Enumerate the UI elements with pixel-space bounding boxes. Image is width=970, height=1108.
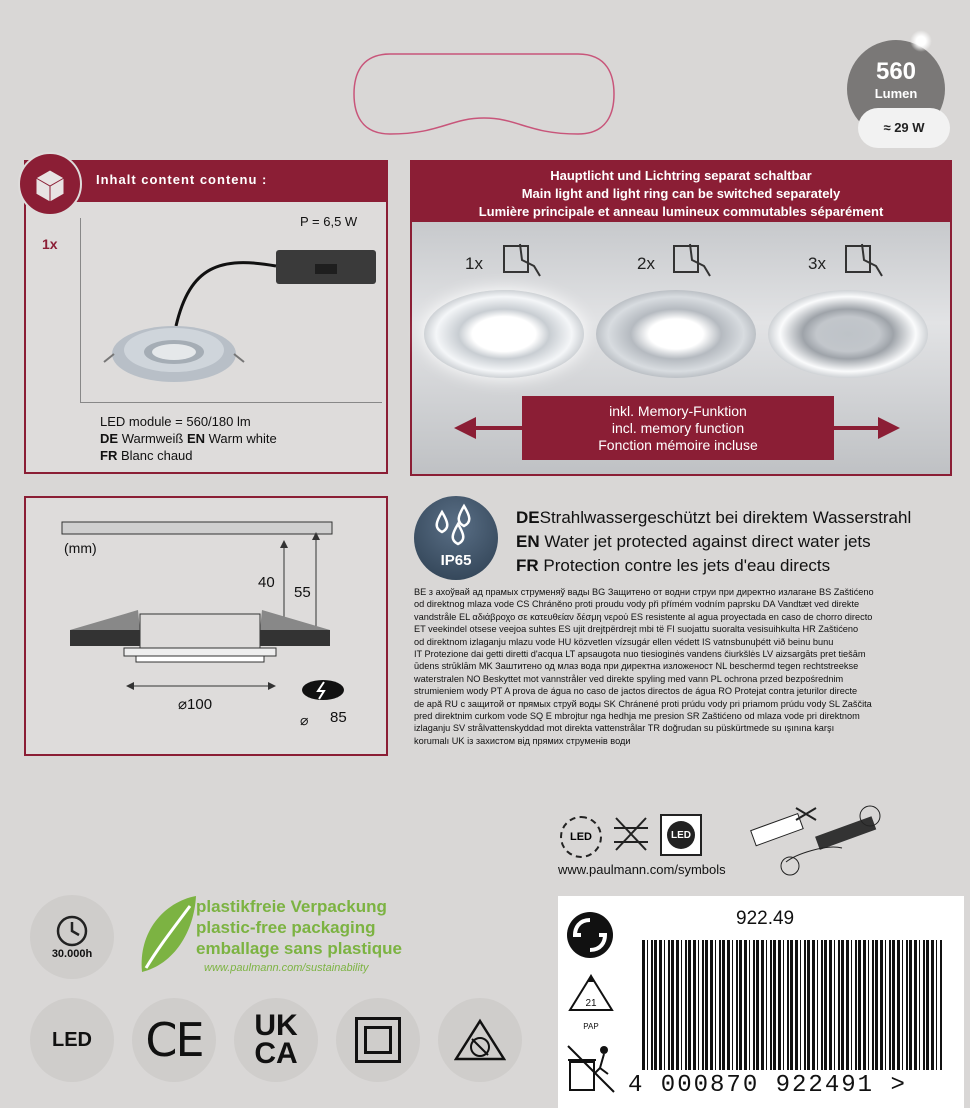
ip-fr-code: FR xyxy=(516,556,539,575)
lumen-unit: Lumen xyxy=(874,86,918,101)
memory-line-2: incl. memory function xyxy=(611,420,745,436)
ip-multi-line: IT Protezione dai getti diretti d'acqua LT apsaugota nuo tiesioginės vandens čiurkšlės LV aizsargāts pret tiešām xyxy=(414,649,866,660)
content-header-label: Inhalt content contenu : xyxy=(96,172,268,187)
content-qty: 1x xyxy=(42,236,58,252)
memory-line-1: inkl. Memory-Funktion xyxy=(609,403,747,419)
sparkle-icon xyxy=(910,30,932,52)
box-icon xyxy=(18,152,82,216)
watt-value: ≈ 29 W xyxy=(883,120,925,135)
content-de-code: DE xyxy=(100,431,119,446)
ip-multi-line: de apă RU с защитой от прямых струй воды SK Chránené proti prúdu vody pri priamom prúdu vody SL Zaščita xyxy=(414,698,872,709)
led-product-illustration xyxy=(100,236,390,386)
ip-en-text: Water jet protected against direct water jets xyxy=(544,532,871,551)
ean-barcode-bars xyxy=(642,940,942,1070)
article-number: 922.49 xyxy=(736,908,795,929)
ip-fr-row xyxy=(516,556,830,576)
ip-multi-line: ūdens strūklām MK Заштитено од млаз вода при директна изложеност NL beschermd tegen rechtstreekse xyxy=(414,661,859,672)
content-de-text: Warmweiß xyxy=(121,431,184,446)
content-fr-row xyxy=(100,448,193,463)
eco-line-1: plastikfreie Verpackung xyxy=(196,897,387,916)
no-insulation-badge xyxy=(438,998,522,1082)
dim-40: 40 xyxy=(258,574,275,591)
content-de-row xyxy=(100,431,277,446)
trash-bin-icon xyxy=(566,1044,616,1096)
content-en-text: Warm white xyxy=(208,431,277,446)
content-en-code: EN xyxy=(186,431,205,446)
switch-line-3: Lumière principale et anneau lumineux commutables séparément xyxy=(478,204,884,219)
content-divider-v xyxy=(80,218,81,402)
step-3-label: 3x xyxy=(808,254,826,273)
ip-rating: IP65 xyxy=(440,552,472,569)
ip-multi-line: pred direktnim curkom vode SQ E mbrojtur nga hedhja me presion SR Zaštićeno od mlaza vode pri direktnom xyxy=(414,711,860,722)
cutout-symbol: ⌀ xyxy=(300,712,309,728)
ip-de-text: Strahlwassergeschützt bei direktem Wasserstrahl xyxy=(539,508,912,527)
tap-switch-icon-1 xyxy=(500,238,546,278)
tap-switch-icon-2 xyxy=(670,238,716,278)
memory-line-3: Fonction mémoire incluse xyxy=(598,437,758,453)
ukca-line-2: CA xyxy=(254,1037,298,1070)
cutout-icon xyxy=(302,680,344,700)
ip-multi-line: korumalı UK із захистом від прямих струменів води xyxy=(414,735,631,746)
dim-unit: (mm) xyxy=(64,540,97,556)
lumen-value: 560 xyxy=(875,58,917,85)
driver-replace-icon xyxy=(746,794,886,878)
power-label: P = 6,5 W xyxy=(300,214,358,229)
lamp-full-on xyxy=(424,290,584,378)
ce-mark: CE xyxy=(145,1013,203,1067)
green-dot-icon xyxy=(567,912,613,958)
switch-line-2: Main light and light ring can be switched separately xyxy=(521,186,841,201)
cutout-value: 85 xyxy=(330,709,347,726)
dim-100: ⌀100 xyxy=(178,696,213,713)
lifetime-hours: 30.000h xyxy=(51,948,93,960)
content-divider-h xyxy=(80,402,382,403)
symbols-url[interactable]: www.paulmann.com/symbols xyxy=(558,862,726,877)
recycle-material: PAP xyxy=(583,1022,599,1031)
ip-multi-line: waterstralen NO Beskyttet mot vannstråler ved direkte spyling med vann PL ochrona przed bezpośrednim xyxy=(414,673,844,684)
water-drops-icon xyxy=(428,502,484,546)
lamp-center-on xyxy=(596,290,756,378)
recycle-icon xyxy=(566,972,616,1016)
insulation-warning-icon xyxy=(454,1017,506,1063)
content-fr-code: FR xyxy=(100,448,118,463)
ip-de-row xyxy=(516,508,911,528)
leaf-icon xyxy=(134,892,200,978)
no-swap-icon xyxy=(608,814,654,854)
eco-line-2: plastic-free packaging xyxy=(196,918,376,937)
ip-en-row xyxy=(516,532,871,552)
ip-multi-line: od direktnog mlaza vode CS Chráněno proti proudu vody při přímém vodním paprsku DA Vandtæt ved direkte xyxy=(414,599,860,610)
led-cert-badge xyxy=(30,998,114,1082)
ip-de-code: DE xyxy=(516,508,540,527)
step-2-label: 2x xyxy=(637,254,655,273)
led-sun-icon xyxy=(560,816,602,858)
ip-multi-line: strumieniem wody PT A prova de água no caso de jactos directos de água RO Protejat contra jeturilor directe xyxy=(414,686,858,697)
ip-multi-line: izlaganju SV strålvattenskyddad mot direkta vattenstrålar TR doğrudan su püskürtmede su ışınına karşı xyxy=(414,723,835,734)
clock-icon xyxy=(55,914,89,948)
class-2-badge xyxy=(336,998,420,1082)
led-cert-label: LED xyxy=(52,1028,92,1051)
memory-arrow-left xyxy=(454,417,476,439)
ip-multi-line: BE з ахоўвай ад прамых струменяў вады BG Защитено от водни струи при директно излагане BS Zaštićeno xyxy=(414,587,874,597)
tap-switch-icon-3 xyxy=(842,238,888,278)
step-1-label: 1x xyxy=(465,254,483,273)
ip-fr-text: Protection contre les jets d'eau directs xyxy=(543,556,831,575)
led-sun-label: LED xyxy=(570,831,592,843)
module-line: LED module = 560/180 lm xyxy=(100,414,251,429)
ukca-line-1: UK xyxy=(254,1009,298,1042)
led-square-icon xyxy=(660,814,702,856)
ip-multilang-block xyxy=(414,586,944,747)
ukca-mark-badge xyxy=(234,998,318,1082)
recycle-code: 21 xyxy=(585,998,597,1009)
eco-line-3: emballage sans plastique xyxy=(196,939,402,958)
ce-mark-badge xyxy=(132,998,216,1082)
hang-slot-outline xyxy=(350,48,618,140)
ip-multi-line: vandstråle EL αδιάβροχο σε κατευθείαν δέσμη νερού ES resistente al agua proyectada en caso de chorro directo xyxy=(414,611,873,622)
eco-url[interactable]: www.paulmann.com/sustainability xyxy=(204,962,369,974)
ip-en-code: EN xyxy=(516,532,540,551)
ean-digits: 4 000870 922491 > xyxy=(628,1072,907,1099)
ip-multi-line: ET veekindel otsese veejoa suhtes ES ujit drejtpërdrejt mbi të FI suojattu suoraltа vesisuihkulta HR Zaštićeno xyxy=(414,624,859,635)
double-square-icon xyxy=(355,1017,401,1063)
lamp-ring-on xyxy=(768,290,928,378)
memory-arrow-right xyxy=(878,417,900,439)
ip-multi-line: od direktnom izlaganju mlazu vode HU közvetlen vízsugár ellen védett IS vatnsbunuþétt við beinu bunu xyxy=(414,636,834,647)
dim-55: 55 xyxy=(294,584,311,601)
switch-line-1: Hauptlicht und Lichtring separat schaltbar xyxy=(550,168,812,183)
led-square-label: LED xyxy=(667,821,695,849)
lifetime-badge xyxy=(30,895,114,979)
content-fr-text: Blanc chaud xyxy=(120,448,193,463)
